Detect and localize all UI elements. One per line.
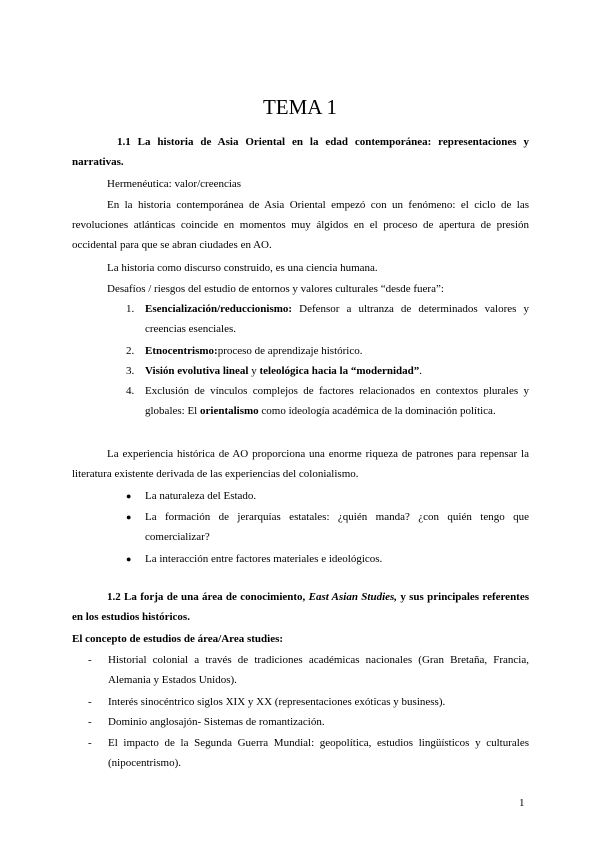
list-number: 4. (126, 385, 135, 397)
dash-marker: - (88, 737, 92, 749)
list-text: . (419, 365, 423, 377)
list-number: 1. (126, 303, 135, 315)
dash-marker: - (88, 654, 92, 666)
section-2-subheading: El concepto de estudios de área/Area studies: (72, 633, 284, 645)
bullet-icon: ● (126, 491, 132, 501)
paragraph-desafios: Desafíos / riesgos del estudio de entornos y valores culturales “desde fuera”: (107, 283, 444, 295)
list-bold: Visión evolutiva lineal (145, 365, 249, 377)
list-bold-2: teleológica hacia la “modernidad” (259, 365, 420, 377)
list-bold: orientalismo (200, 405, 259, 417)
dash-marker: - (88, 716, 92, 728)
list-text: como ideología académica de la dominación política. (258, 405, 496, 417)
heading-emphasis: East Asian Studies, (308, 591, 398, 603)
dash-text: Historial colonial a través de tradiciones académicas nacionales (Gran Bretaña, Francia, Alemania y Estados Unidos). (108, 654, 529, 686)
list-text: proceso de aprendizaje histórico. (217, 345, 363, 357)
list-bold: Etnocentrismo: (145, 345, 218, 357)
list-pre: Exclusión de vínculos complejos de factores relacionados en contextos plurales y globales: El (145, 385, 529, 417)
dash-marker: - (88, 696, 92, 708)
paragraph-intro: En la historia contemporánea de Asia Oriental empezó con un fenómeno: el ciclo de las revoluciones atlánticas coincide en momentos muy álgidos en el proceso de apertura de presión occidental para que se abran ciudades en AO. (72, 199, 529, 251)
section-1-heading: 1.1 La historia de Asia Oriental en la edad contemporánea: representaciones y narrativas. (72, 136, 529, 168)
bullet-icon: ● (126, 554, 132, 564)
list-text: Defensor a ultranza de determinados valores y creencias esenciales. (145, 303, 529, 335)
dash-text: Dominio anglosajón- Sistemas de romantización. (108, 716, 325, 728)
list-number: 3. (126, 365, 135, 377)
list-number: 2. (126, 345, 135, 357)
paragraph-discurso: La historia como discurso construido, es una ciencia humana. (107, 262, 378, 274)
bullet-text: La interacción entre factores materiales e ideológicos. (145, 553, 383, 565)
bullet-icon: ● (126, 512, 132, 522)
paragraph-experiencia: La experiencia histórica de AO proporciona una enorme riqueza de patrones para repensar la literatura existente derivada de las experiencias del colonialismo. (72, 448, 529, 480)
dash-text: El impacto de la Segunda Guerra Mundial: geopolítica, estudios lingüísticos y culturales (nipocentrismo). (108, 737, 529, 769)
page-number: 1 (519, 797, 525, 809)
list-mid: y (248, 365, 260, 377)
bullet-text: La formación de jerarquías estatales: ¿quién manda? ¿con quién tengo que comercializar? (145, 511, 529, 543)
section-2-heading: 1.2 La forja de una área de conocimiento, East Asian Studies, y sus principales referentes en los estudios históricos. (72, 591, 530, 623)
dash-text: Interés sinocéntrico siglos XIX y XX (representaciones exóticas y business). (108, 696, 446, 708)
list-bold: Esencialización/reduccionismo: (145, 303, 293, 315)
page-title: TEMA 1 (262, 95, 338, 119)
bullet-text: La naturaleza del Estado. (145, 490, 257, 502)
paragraph-hermeneutica: Hermenéutica: valor/creencias (107, 178, 242, 190)
